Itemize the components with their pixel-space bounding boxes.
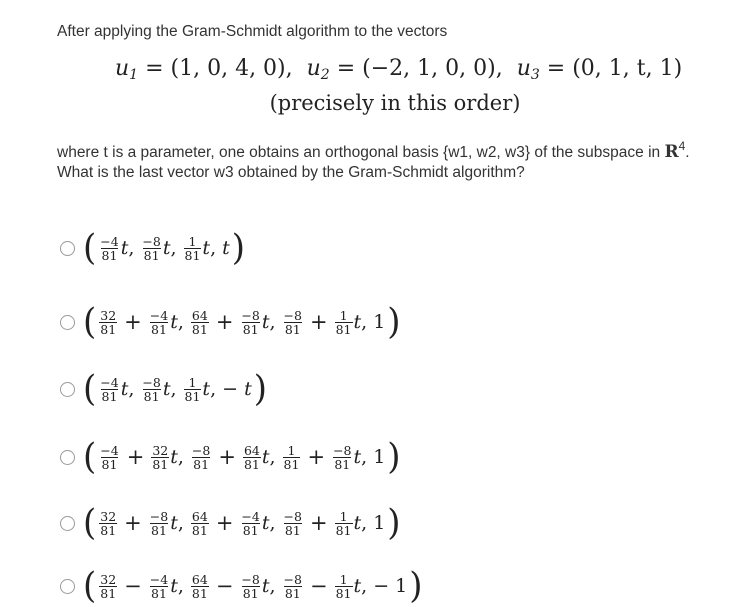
variable-t: t [162, 378, 171, 400]
fraction: $\frac{64}{81}$ [191, 508, 208, 538]
variable-t: t [170, 311, 178, 333]
close-paren: ) [387, 301, 401, 343]
real-space-symbol: R [664, 142, 679, 162]
fraction: $\frac{1}{81}$ [335, 307, 352, 337]
plus-sign: + [215, 511, 234, 535]
fraction: $\frac{32}{81}$ [100, 571, 117, 601]
comma: , [128, 237, 135, 259]
fraction: $\frac{-8}{81}$ [142, 374, 161, 404]
answer-option-4[interactable] [60, 436, 403, 478]
last-component: − 1 [373, 575, 408, 597]
radio-button[interactable] [60, 450, 75, 465]
plus-sign: + [124, 511, 142, 535]
u1-label: u [115, 56, 130, 81]
fraction: $\frac{64}{81}$ [191, 307, 208, 337]
fraction: $\frac{-8}{81}$ [241, 307, 260, 337]
comma: , [361, 512, 368, 534]
u3-value: (0, 1, t, 1) [572, 56, 683, 81]
fraction: $\frac{-4}{81}$ [241, 508, 260, 538]
plus-sign: + [215, 310, 234, 334]
comma: , [210, 378, 217, 400]
fraction: $\frac{1}{81}$ [335, 508, 352, 538]
minus-sign: − [309, 574, 328, 598]
plus-sign: + [126, 445, 145, 469]
fraction: $\frac{-8}{81}$ [333, 442, 352, 472]
open-paren: ( [83, 368, 97, 410]
fraction: $\frac{-4}{81}$ [100, 233, 119, 263]
variable-t: t [202, 237, 211, 259]
question-body [57, 136, 697, 183]
fraction: $\frac{-4}{81}$ [100, 374, 119, 404]
plus-sign: + [218, 445, 236, 469]
u1-value: (1, 0, 4, 0), [170, 56, 293, 81]
real-space-dimension: 4 [678, 139, 686, 153]
variable-t: t [353, 575, 362, 597]
open-paren: ( [83, 227, 97, 269]
fraction: $\frac{-8}{81}$ [283, 508, 302, 538]
fraction: $\frac{64}{81}$ [243, 442, 260, 472]
variable-t: t [353, 311, 362, 333]
comma: , [170, 378, 177, 400]
variable-t: t [353, 446, 362, 468]
variable-t: t [261, 311, 270, 333]
u2-subscript: 2 [320, 67, 330, 83]
variable-t: t [261, 512, 270, 534]
comma: , [361, 311, 368, 333]
minus-sign: − [124, 574, 142, 598]
fraction: $\frac{-4}{81}$ [149, 307, 169, 337]
close-paren: ) [231, 227, 246, 269]
answer-option-5[interactable] [60, 502, 403, 544]
fraction: $\frac{-8}{81}$ [149, 508, 169, 538]
fraction: $\frac{-8}{81}$ [283, 307, 302, 337]
fraction: $\frac{1}{81}$ [184, 374, 201, 404]
u1-subscript: 1 [129, 67, 139, 83]
variable-t: t [353, 512, 362, 534]
answer-option-1[interactable] [60, 227, 247, 269]
variable-t: t [202, 378, 211, 400]
comma: , [177, 311, 184, 333]
variable-t: t [120, 237, 129, 259]
comma: , [361, 575, 368, 597]
close-paren: ) [253, 368, 267, 410]
variable-t: t [162, 237, 171, 259]
close-paren: ) [387, 436, 401, 478]
fraction: $\frac{-8}{81}$ [241, 571, 260, 601]
answer-option-2[interactable] [60, 301, 403, 343]
comma: , [269, 575, 276, 597]
open-paren: ( [83, 436, 97, 478]
plus-sign: + [124, 310, 142, 334]
order-note: (precisely in this order) [269, 91, 521, 115]
variable-t: t [261, 446, 270, 468]
comma: , [269, 446, 276, 468]
variable-t: t [170, 575, 178, 597]
radio-button[interactable] [60, 241, 75, 256]
fraction: $\frac{1}{81}$ [184, 233, 201, 263]
close-paren: ) [409, 565, 423, 607]
u2-value: (−2, 1, 0, 0), [362, 56, 503, 81]
fraction: $\frac{32}{81}$ [100, 508, 117, 538]
comma: , [177, 575, 184, 597]
comma: , [128, 378, 135, 400]
u2-label: u [306, 56, 321, 81]
close-paren: ) [387, 502, 401, 544]
answer-option-3[interactable] [60, 368, 269, 410]
answer-option-6[interactable] [60, 565, 425, 607]
variable-t: t [170, 446, 178, 468]
fraction: $\frac{32}{81}$ [100, 307, 117, 337]
fraction: $\frac{-4}{81}$ [100, 442, 119, 472]
comma: , [177, 446, 184, 468]
last-component: 1 [373, 512, 386, 534]
radio-button[interactable] [60, 382, 75, 397]
vector-definitions: $u_1 = (1$, 0, 4, 0), $u_2 = (-2$, 1, 0, 0), $u_3 = (0$, 1, t, 1) [115, 56, 683, 83]
last-component: 1 [373, 311, 386, 333]
open-paren: ( [83, 301, 97, 343]
fraction: $\frac{-4}{81}$ [149, 571, 169, 601]
comma: , [269, 311, 276, 333]
variable-t: t [120, 378, 129, 400]
plus-sign: + [309, 511, 328, 535]
radio-button[interactable] [60, 516, 75, 531]
comma: , [177, 512, 184, 534]
last-component: 1 [373, 446, 386, 468]
fraction: $\frac{1}{81}$ [335, 571, 352, 601]
fraction: $\frac{32}{81}$ [152, 442, 169, 472]
open-paren: ( [83, 502, 97, 544]
question-body-part1: where t is a parameter, one obtains an orthogonal basis {w1, w2, w3} of the subspace in [57, 144, 661, 161]
comma: , [210, 237, 217, 259]
last-component: − t [222, 378, 252, 400]
fraction: $\frac{-8}{81}$ [283, 571, 302, 601]
comma: , [170, 237, 177, 259]
fraction: $\frac{-8}{81}$ [191, 442, 211, 472]
variable-t: t [170, 512, 178, 534]
u3-label: u [516, 56, 531, 81]
question-intro: After applying the Gram-Schmidt algorithm to the vectors [57, 23, 448, 40]
radio-button[interactable] [60, 579, 75, 594]
minus-sign: − [215, 574, 234, 598]
plus-sign: + [307, 445, 326, 469]
variable-t: t [261, 575, 270, 597]
comma: , [361, 446, 368, 468]
comma: , [269, 512, 276, 534]
plus-sign: + [309, 310, 328, 334]
open-paren: ( [83, 565, 97, 607]
last-component: t [222, 237, 230, 259]
u3-subscript: 3 [530, 67, 540, 83]
fraction: $\frac{1}{81}$ [283, 442, 300, 472]
question-body-part2: . What is the last vector w3 obtained by the Gram-Schmidt algorithm? [57, 144, 690, 181]
fraction: $\frac{-8}{81}$ [142, 233, 161, 263]
fraction: $\frac{64}{81}$ [191, 571, 208, 601]
radio-button[interactable] [60, 315, 75, 330]
